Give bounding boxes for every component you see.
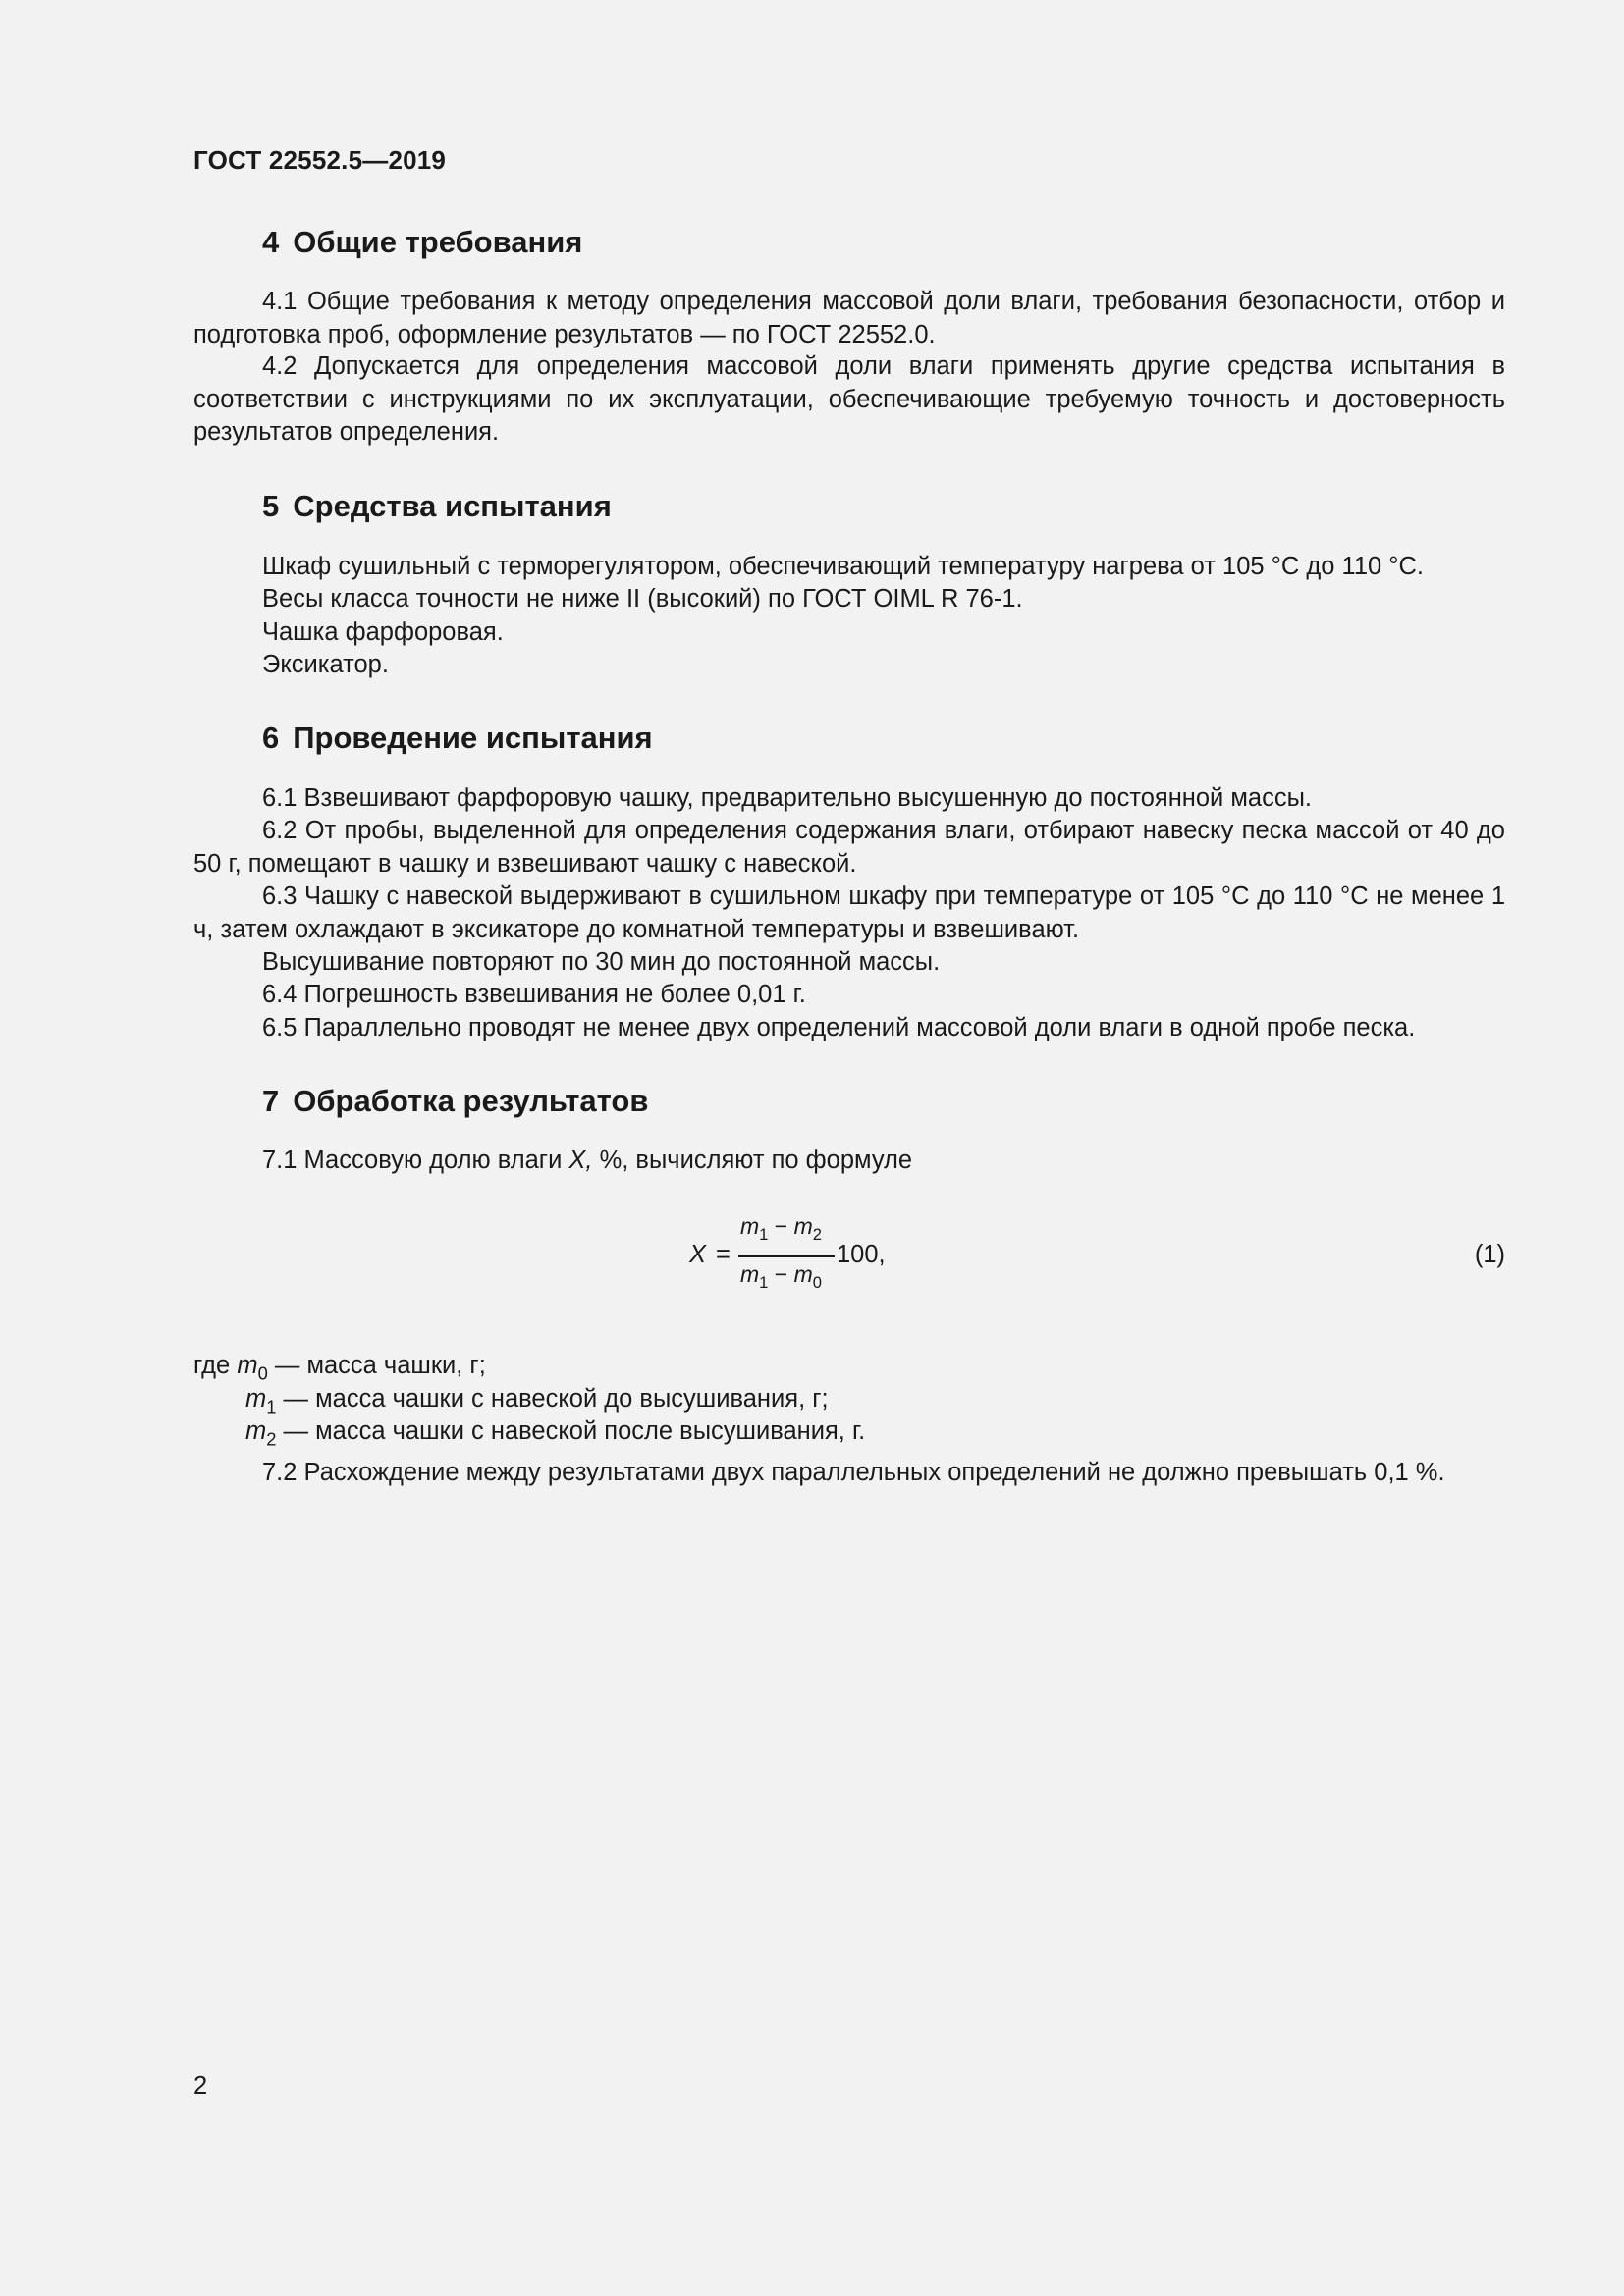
paragraph-7-1-text: 7.1 Массовую долю влаги <box>262 1147 569 1174</box>
legend-text: — масса чашки с навеской после высушивания, г. <box>276 1417 866 1445</box>
page-number: 2 <box>193 2072 208 2100</box>
formula-var-m: m <box>793 1261 813 1287</box>
formula-subscript: 2 <box>812 1224 822 1244</box>
paragraph-4-1: 4.1 Общие требования к методу определения массовой доли влаги, требования безопасности, отбор и подготовка проб, оформление результатов — по ГОСТ 22552.0. <box>193 288 1505 348</box>
formula-denominator <box>740 1261 822 1292</box>
legend-text: — масса чашки с навеской до высушивания, г; <box>276 1385 829 1413</box>
equipment-item: Эксикатор. <box>262 651 389 678</box>
paragraph-6-2: 6.2 От пробы, выделенной для определения содержания влаги, отбирают навеску песка массой от 40 до 50 г, помещают в чашку и взвешивают чашку с навеской. <box>193 817 1505 878</box>
document-page <box>193 0 1505 2296</box>
section-4-title: Общие требования <box>293 225 583 259</box>
legend-subscript: 1 <box>266 1396 277 1417</box>
legend-subscript: 0 <box>257 1362 268 1384</box>
formula-minus: − <box>768 1213 794 1239</box>
formula-subscript: 0 <box>812 1272 822 1292</box>
legend-var: m <box>237 1352 258 1379</box>
section-5-heading <box>262 489 612 524</box>
paragraph-7-2: 7.2 Расхождение между результатами двух параллельных определений не должно превышать 0,1 %. <box>262 1459 1445 1486</box>
legend-var: m <box>245 1417 267 1445</box>
paragraph-6-5: 6.5 Параллельно проводят не менее двух определений массовой доли влаги в одной пробе песка. <box>262 1014 1416 1041</box>
moisture-formula <box>689 1213 945 1306</box>
formula-subscript: 1 <box>759 1224 769 1244</box>
legend-subscript: 2 <box>266 1428 277 1450</box>
document-header: ГОСТ 22552.5—2019 <box>193 145 447 175</box>
section-5-number: 5 <box>262 489 280 523</box>
section-7-heading <box>262 1084 648 1119</box>
section-4-number: 4 <box>262 225 280 259</box>
section-6-number: 6 <box>262 721 280 755</box>
section-7-number: 7 <box>262 1084 280 1118</box>
paragraph-6-1: 6.1 Взвешивают фарфоровую чашку, предварительно высушенную до постоянной массы. <box>262 784 1313 812</box>
paragraph-7-1 <box>262 1145 912 1178</box>
equipment-item: Чашка фарфоровая. <box>262 618 504 646</box>
paragraph-4-2: 4.2 Допускается для определения массовой доли влаги применять другие средства испытания в соответствии с инструкциями по их эксплуатации, обеспечивающие требуемую точность и достоверность результатов определения. <box>193 352 1505 446</box>
formula-equals: = <box>716 1241 731 1268</box>
section-6-heading <box>262 721 653 756</box>
section-6-title: Проведение испытания <box>293 721 653 755</box>
fraction-bar <box>738 1255 835 1257</box>
formula-lhs: X <box>689 1241 707 1268</box>
equipment-item: Весы класса точности не ниже II (высокий) по ГОСТ OIML R 76-1. <box>262 585 1023 613</box>
legend-m1 <box>245 1383 829 1416</box>
paragraph-7-1-text-end: %, вычисляют по формуле <box>592 1147 913 1174</box>
legend-m0 <box>193 1350 486 1383</box>
formula-numerator <box>740 1213 822 1244</box>
formula-subscript: 1 <box>759 1272 769 1292</box>
legend-var: m <box>245 1385 267 1413</box>
legend-where: где <box>193 1352 238 1379</box>
formula-var-m: m <box>740 1213 760 1239</box>
legend-text: — масса чашки, г; <box>267 1352 486 1379</box>
equipment-item: Шкаф сушильный с терморегулятором, обеспечивающий температуру нагрева от 105 °С до 110 °С. <box>262 553 1424 580</box>
formula-var-m: m <box>793 1213 813 1239</box>
formula-number: (1) <box>1474 1241 1505 1268</box>
variable-x: X, <box>568 1147 593 1174</box>
legend-m2 <box>245 1415 865 1449</box>
formula-minus: − <box>768 1261 794 1287</box>
section-5-title: Средства испытания <box>293 489 612 523</box>
formula-var-m: m <box>740 1261 760 1287</box>
section-4-heading <box>262 225 582 260</box>
paragraph-6-3-continuation: Высушивание повторяют по 30 мин до постоянной массы. <box>262 948 941 976</box>
paragraph-6-4: 6.4 Погрешность взвешивания не более 0,01 г. <box>262 981 806 1008</box>
paragraph-6-3: 6.3 Чашку с навеской выдерживают в сушильном шкафу при температуре от 105 °С до 110 °С не менее 1 ч, затем охлаждают в эксикаторе до комнатной температуры и взвешивают. <box>193 882 1505 943</box>
formula-multiplier: 100, <box>837 1241 886 1268</box>
section-7-title: Обработка результатов <box>293 1084 649 1118</box>
